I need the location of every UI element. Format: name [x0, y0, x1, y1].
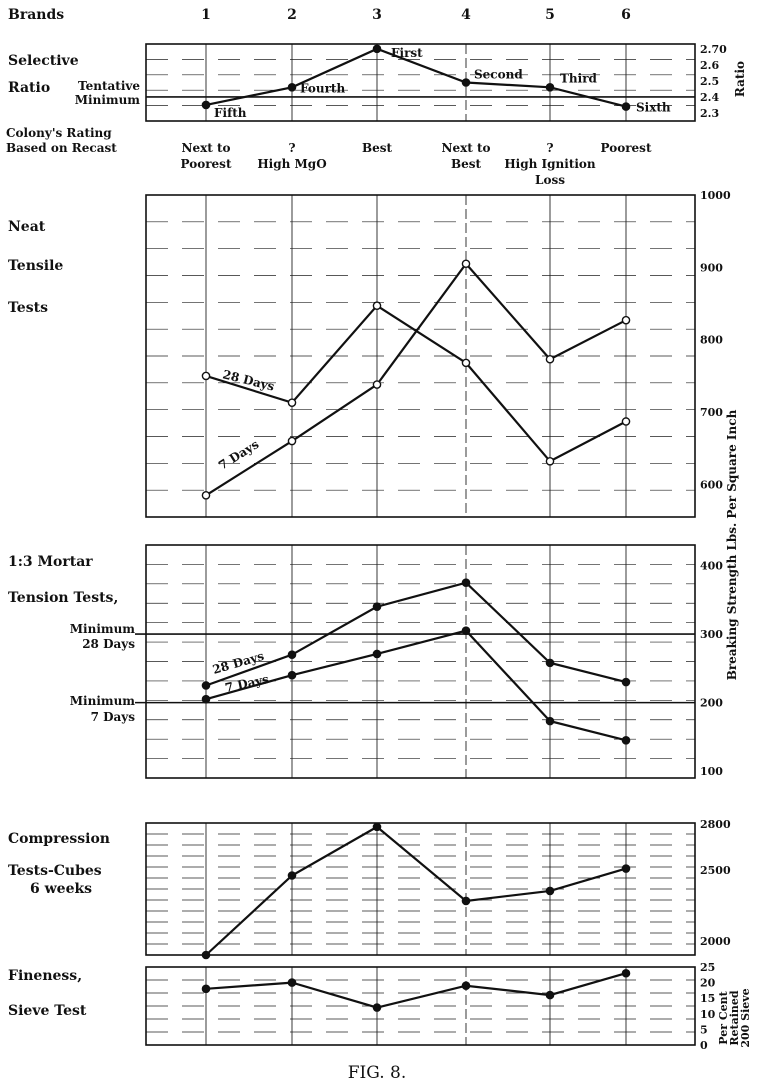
data-point [288, 437, 295, 444]
data-point [202, 696, 209, 703]
y-tick-label: 900 [700, 261, 723, 275]
brand-number-1: 1 [201, 7, 211, 23]
data-point [622, 418, 629, 425]
data-point [202, 951, 209, 958]
axis-title-sieve-1: Per Cent [717, 991, 730, 1045]
label-tentative-minimum: Minimum [74, 93, 140, 107]
rating-brand-3-line-1: Best [361, 141, 393, 155]
data-point [546, 356, 553, 363]
rating-brand-5-line-1: ? [546, 141, 554, 155]
y-tick-label: 100 [700, 765, 723, 779]
y-tick-label: 2800 [700, 817, 731, 831]
data-point [462, 897, 469, 904]
data-point [202, 492, 209, 499]
panel-neat-tensile [146, 189, 731, 517]
label-neat: Neat [8, 219, 46, 235]
series-label-7-days: 7 Days [216, 437, 262, 473]
data-point [202, 985, 209, 992]
data-point [202, 682, 209, 689]
data-point [622, 317, 629, 324]
data-point [462, 982, 469, 989]
point-label-rank: Fourth [300, 81, 346, 96]
point-label-rank: Second [474, 67, 523, 82]
brand-number-5: 5 [545, 7, 555, 23]
series-label-28-days: 28 Days [221, 367, 276, 394]
data-point [462, 260, 469, 267]
data-point [288, 672, 295, 679]
label-colony-rating-1: Colony's Rating [6, 126, 112, 140]
data-point [373, 1004, 380, 1011]
data-point [373, 45, 380, 52]
series-line-0 [206, 827, 626, 955]
axis-title-sieve-3: 200 Sieve [739, 988, 752, 1048]
data-point [546, 991, 553, 998]
rating-brand-4-line-2: Best [450, 157, 482, 171]
axis-title-sieve-2: Retained [728, 990, 741, 1046]
y-tick-label: 20 [700, 976, 716, 990]
series-line-0 [206, 973, 626, 1007]
brands-label: Brands [8, 7, 65, 23]
label-cubes-1: Tests-Cubes [8, 863, 102, 879]
panel-fineness [146, 961, 716, 1052]
data-point [546, 887, 553, 894]
y-tick-label: 700 [700, 406, 723, 420]
data-point [622, 737, 629, 744]
colony-ratings-row [181, 141, 652, 187]
data-point [622, 678, 629, 685]
rating-brand-1-line-2: Poorest [180, 157, 232, 171]
data-point [546, 458, 553, 465]
data-point [288, 979, 295, 986]
y-tick-label: 0 [700, 1039, 708, 1052]
data-point [373, 603, 380, 610]
data-point [462, 79, 469, 86]
data-point [622, 970, 629, 977]
label-selective: Selective [8, 53, 79, 69]
data-point [546, 84, 553, 91]
series-label-7-days: 7 Days [223, 672, 271, 695]
label-minimum-28-1: Minimum [69, 622, 135, 636]
brand-number-2: 2 [287, 7, 297, 23]
y-tick-label: 5 [700, 1023, 708, 1037]
brand-number-3: 3 [372, 7, 382, 23]
data-point [546, 718, 553, 725]
y-tick-label: 400 [700, 559, 723, 573]
label-sieve-test: Sieve Test [8, 1003, 87, 1019]
y-tick-label: 600 [700, 478, 723, 492]
y-tick-label: 2.4 [700, 90, 720, 104]
label-tentative: Tentative [78, 79, 140, 93]
y-tick-label: 2.70 [700, 42, 727, 56]
label-colony-rating-2: Based on Recast [6, 141, 117, 155]
data-point [202, 372, 209, 379]
data-point [373, 650, 380, 657]
y-tick-label: 2500 [700, 864, 731, 878]
data-point [373, 823, 380, 830]
y-tick-label: 25 [700, 961, 716, 974]
rating-brand-4-line-1: Next to [441, 141, 491, 155]
data-point [373, 381, 380, 388]
rating-brand-6-line-1: Poorest [600, 141, 652, 155]
label-minimum-7-2: 7 Days [90, 710, 135, 724]
data-point [288, 84, 295, 91]
label-fineness: Fineness, [8, 968, 83, 984]
figure-caption: FIG. 8. [347, 1063, 407, 1083]
series-label-28-days: 28 Days [210, 648, 266, 677]
label-ratio: Ratio [8, 80, 51, 96]
label-compression: Compression [8, 831, 110, 847]
label-cubes-2: 6 weeks [30, 881, 93, 897]
point-label-rank: Fifth [214, 105, 247, 120]
rating-brand-1-line-1: Next to [181, 141, 231, 155]
label-minimum-28-2: 28 Days [82, 637, 135, 651]
label-tensile: Tensile [8, 258, 64, 274]
y-tick-label: 2000 [700, 935, 731, 948]
panel-compression [146, 818, 731, 959]
y-tick-label: 800 [700, 333, 723, 347]
data-point [622, 103, 629, 110]
brand-number-4: 4 [461, 7, 471, 23]
data-point [462, 579, 469, 586]
panel-selective-ratio [146, 43, 727, 121]
label-minimum-7-1: Minimum [69, 694, 135, 708]
data-point [546, 659, 553, 666]
data-point [288, 651, 295, 658]
point-label-rank: Third [560, 71, 597, 86]
point-label-rank: First [391, 45, 423, 60]
y-tick-label: 2.3 [700, 106, 720, 120]
rating-brand-2-line-2: High MgO [257, 157, 327, 171]
y-tick-label: 200 [700, 696, 723, 710]
axis-title-breaking-strength: Breaking Strength Lbs. Per Square Inch [725, 409, 739, 681]
label-tests: Tests [8, 300, 48, 316]
rating-brand-2-line-1: ? [288, 141, 296, 155]
brand-number-6: 6 [621, 7, 631, 23]
data-point [288, 872, 295, 879]
data-point [373, 302, 380, 309]
y-tick-label: 2.6 [700, 58, 720, 72]
y-tick-label: 2.5 [700, 74, 720, 88]
y-tick-label: 10 [700, 1007, 716, 1021]
y-tick-label: 300 [700, 628, 723, 642]
data-point [622, 865, 629, 872]
y-tick-label: 15 [700, 992, 716, 1006]
label-tension-tests: Tension Tests, [8, 590, 119, 606]
rating-brand-5-line-3: Loss [535, 173, 565, 187]
data-point [288, 399, 295, 406]
rating-brand-5-line-2: High Ignition [504, 157, 596, 171]
label-mortar: 1:3 Mortar [8, 554, 93, 570]
data-point [462, 627, 469, 634]
axis-title-ratio: Ratio [733, 60, 747, 98]
data-point [462, 359, 469, 366]
data-point [202, 101, 209, 108]
y-tick-label: 1000 [700, 189, 731, 202]
panel-mortar-tension [135, 545, 723, 778]
point-label-rank: Sixth [636, 100, 671, 115]
